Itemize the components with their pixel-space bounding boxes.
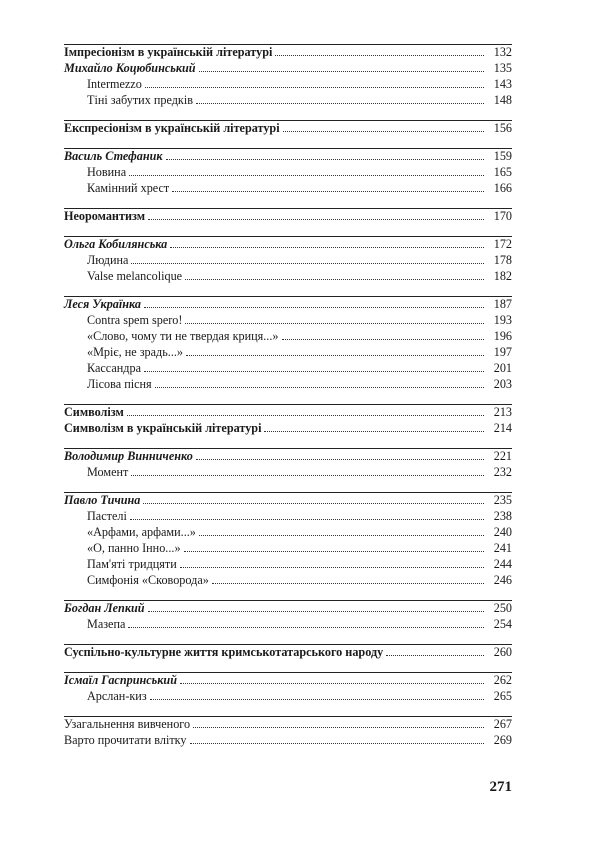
toc-entry[interactable] [64,312,512,328]
toc-entry[interactable] [64,180,512,196]
toc-section [64,644,512,660]
dot-leader [180,683,484,684]
toc-entry-page: 182 [493,269,512,283]
toc-entry-title: Ольга Кобилянська [64,237,168,251]
toc-entry-page: 214 [493,421,512,435]
toc-entry-page: 244 [493,557,512,571]
dot-leader [144,371,484,372]
toc-entry[interactable] [64,524,512,540]
toc-entry[interactable] [64,268,512,284]
toc-entry[interactable] [64,600,512,616]
section-spacer [64,660,512,672]
toc-entry-title: «О, панно Інно...» [87,541,181,555]
toc-entry-page: 235 [493,493,512,507]
toc-entry[interactable] [64,120,512,136]
toc-entry-page: 213 [493,405,512,419]
toc-entry-title: Пастелі [87,509,127,523]
toc-entry-title: Пам'яті тридцяти [87,557,177,571]
toc-entry-page: 148 [493,93,512,107]
toc-entry[interactable] [64,672,512,688]
dot-leader [185,323,484,324]
table-of-contents [64,44,512,748]
dot-leader [386,655,484,656]
toc-entry-page: 196 [493,329,512,343]
toc-entry-title: Леся Українка [64,297,142,311]
page-number: 271 [489,779,512,795]
dot-leader [131,263,484,264]
toc-entry-page: 262 [493,673,512,687]
toc-entry-page: 232 [493,465,512,479]
toc-entry-page: 254 [493,617,512,631]
toc-entry-page: 203 [493,377,512,391]
dot-leader [196,103,484,104]
toc-entry-title: «Арфами, арфами...» [87,525,196,539]
dot-leader [150,699,484,700]
toc-entry-title: «Мріє, не зрадь...» [87,345,184,359]
toc-entry[interactable] [64,76,512,92]
section-spacer [64,436,512,448]
section-spacer [64,196,512,208]
toc-entry-title: Мазепа [87,617,126,631]
dot-leader [127,415,484,416]
dot-leader [155,387,484,388]
toc-section [64,672,512,704]
toc-entry[interactable] [64,616,512,632]
toc-entry-title: Лісова пісня [87,377,152,391]
toc-entry-title: Камінний хрест [87,181,170,195]
toc-section [64,208,512,224]
toc-entry-page: 246 [493,573,512,587]
toc-entry-title: Богдан Лепкий [64,601,145,615]
section-spacer [64,136,512,148]
dot-leader [282,339,485,340]
section-spacer [64,284,512,296]
toc-entry[interactable] [64,464,512,480]
toc-entry-title: Новина [87,165,127,179]
toc-entry-page: 159 [493,149,512,163]
toc-section [64,148,512,196]
toc-entry-title: Василь Стефаник [64,149,163,163]
toc-entry[interactable] [64,688,512,704]
toc-entry-title: Символізм [64,405,124,419]
toc-entry-title: Володимир Винниченко [64,449,193,463]
toc-entry-title: Ісмаїл Гаспринський [64,673,177,687]
toc-entry-page: 132 [493,45,512,59]
toc-entry-page: 178 [493,253,512,267]
toc-section [64,120,512,136]
toc-entry-title: Варто прочитати влітку [64,733,187,747]
section-spacer [64,632,512,644]
toc-entry-page: 260 [493,645,512,659]
toc-section [64,404,512,436]
toc-entry[interactable] [64,44,512,60]
dot-leader [148,611,484,612]
toc-entry-title: Експресіонізм в українській літературі [64,121,280,135]
dot-leader [129,175,484,176]
toc-entry-title: Людина [87,253,129,267]
toc-entry-page: 166 [493,181,512,195]
section-spacer [64,588,512,600]
toc-entry[interactable] [64,148,512,164]
section-spacer [64,108,512,120]
toc-entry-page: 187 [493,297,512,311]
toc-entry[interactable] [64,732,512,748]
dot-leader [196,459,484,460]
toc-entry[interactable] [64,492,512,508]
toc-entry-page: 250 [493,601,512,615]
toc-entry-page: 135 [493,61,512,75]
toc-section [64,600,512,632]
toc-entry-title: Павло Тичина [64,493,141,507]
toc-section [64,716,512,748]
toc-entry[interactable] [64,644,512,660]
toc-entry-page: 267 [493,717,512,731]
toc-entry[interactable] [64,448,512,464]
section-spacer [64,392,512,404]
section-spacer [64,224,512,236]
toc-entry-page: 240 [493,525,512,539]
dot-leader [148,219,484,220]
toc-entry-title: Момент [87,465,129,479]
toc-entry[interactable] [64,92,512,108]
toc-entry-page: 156 [493,121,512,135]
toc-entry[interactable] [64,208,512,224]
toc-entry[interactable] [64,376,512,392]
toc-section [64,492,512,588]
toc-entry[interactable] [64,556,512,572]
toc-entry-title: Арслан-киз [87,689,147,703]
toc-entry[interactable] [64,572,512,588]
toc-entry-title: Символізм в українській літературі [64,421,262,435]
toc-entry[interactable] [64,236,512,252]
toc-entry[interactable] [64,508,512,524]
dot-leader [130,519,484,520]
toc-entry-title: Кассандра [87,361,141,375]
dot-leader [144,307,484,308]
dot-leader [184,551,484,552]
toc-entry-page: 241 [493,541,512,555]
toc-entry[interactable] [64,296,512,312]
toc-entry-page: 172 [493,237,512,251]
toc-section [64,448,512,480]
toc-entry-title: Тіні забутих предків [87,93,193,107]
toc-entry-page: 197 [493,345,512,359]
toc-entry-title: Суспільно-культурне життя кримськотатарського народу [64,645,384,659]
toc-entry-title: Імпресіонізм в українській літературі [64,45,273,59]
toc-section [64,236,512,284]
dot-leader [199,71,484,72]
dot-leader [170,247,484,248]
toc-entry[interactable] [64,716,512,732]
dot-leader [166,159,484,160]
toc-entry-page: 143 [493,77,512,91]
toc-entry[interactable] [64,60,512,76]
toc-entry[interactable] [64,540,512,556]
dot-leader [128,627,484,628]
dot-leader [199,535,484,536]
dot-leader [186,355,484,356]
toc-entry[interactable] [64,344,512,360]
toc-entry[interactable] [64,420,512,436]
toc-entry-title: Contra spem spero! [87,313,183,327]
toc-section [64,296,512,392]
toc-entry[interactable] [64,252,512,268]
dot-leader [275,55,484,56]
toc-section [64,44,512,108]
dot-leader [190,743,484,744]
dot-leader [180,567,484,568]
toc-entry-page: 221 [493,449,512,463]
dot-leader [143,503,484,504]
section-spacer [64,704,512,716]
toc-entry-title: Valse melancolique [87,269,183,283]
toc-entry-page: 269 [493,733,512,747]
section-spacer [64,480,512,492]
dot-leader [172,191,484,192]
dot-leader [185,279,484,280]
toc-entry-title: Михайло Коцюбинський [64,61,196,75]
toc-entry[interactable] [64,164,512,180]
toc-entry-title: Неоромантизм [64,209,145,223]
dot-leader [145,87,484,88]
toc-entry-page: 170 [493,209,512,223]
toc-entry-title: «Слово, чому ти не твердая криця...» [87,329,279,343]
toc-entry-page: 165 [493,165,512,179]
toc-entry-page: 238 [493,509,512,523]
dot-leader [131,475,484,476]
toc-entry[interactable] [64,328,512,344]
toc-entry-page: 265 [493,689,512,703]
dot-leader [193,727,484,728]
dot-leader [212,583,484,584]
toc-entry[interactable] [64,360,512,376]
dot-leader [264,431,484,432]
toc-entry-page: 193 [493,313,512,327]
toc-entry-page: 201 [493,361,512,375]
toc-entry[interactable] [64,404,512,420]
dot-leader [283,131,484,132]
toc-entry-title: Симфонія «Сковорода» [87,573,209,587]
toc-entry-title: Узагальнення вивченого [64,717,191,731]
toc-entry-title: Intermezzo [87,77,142,91]
